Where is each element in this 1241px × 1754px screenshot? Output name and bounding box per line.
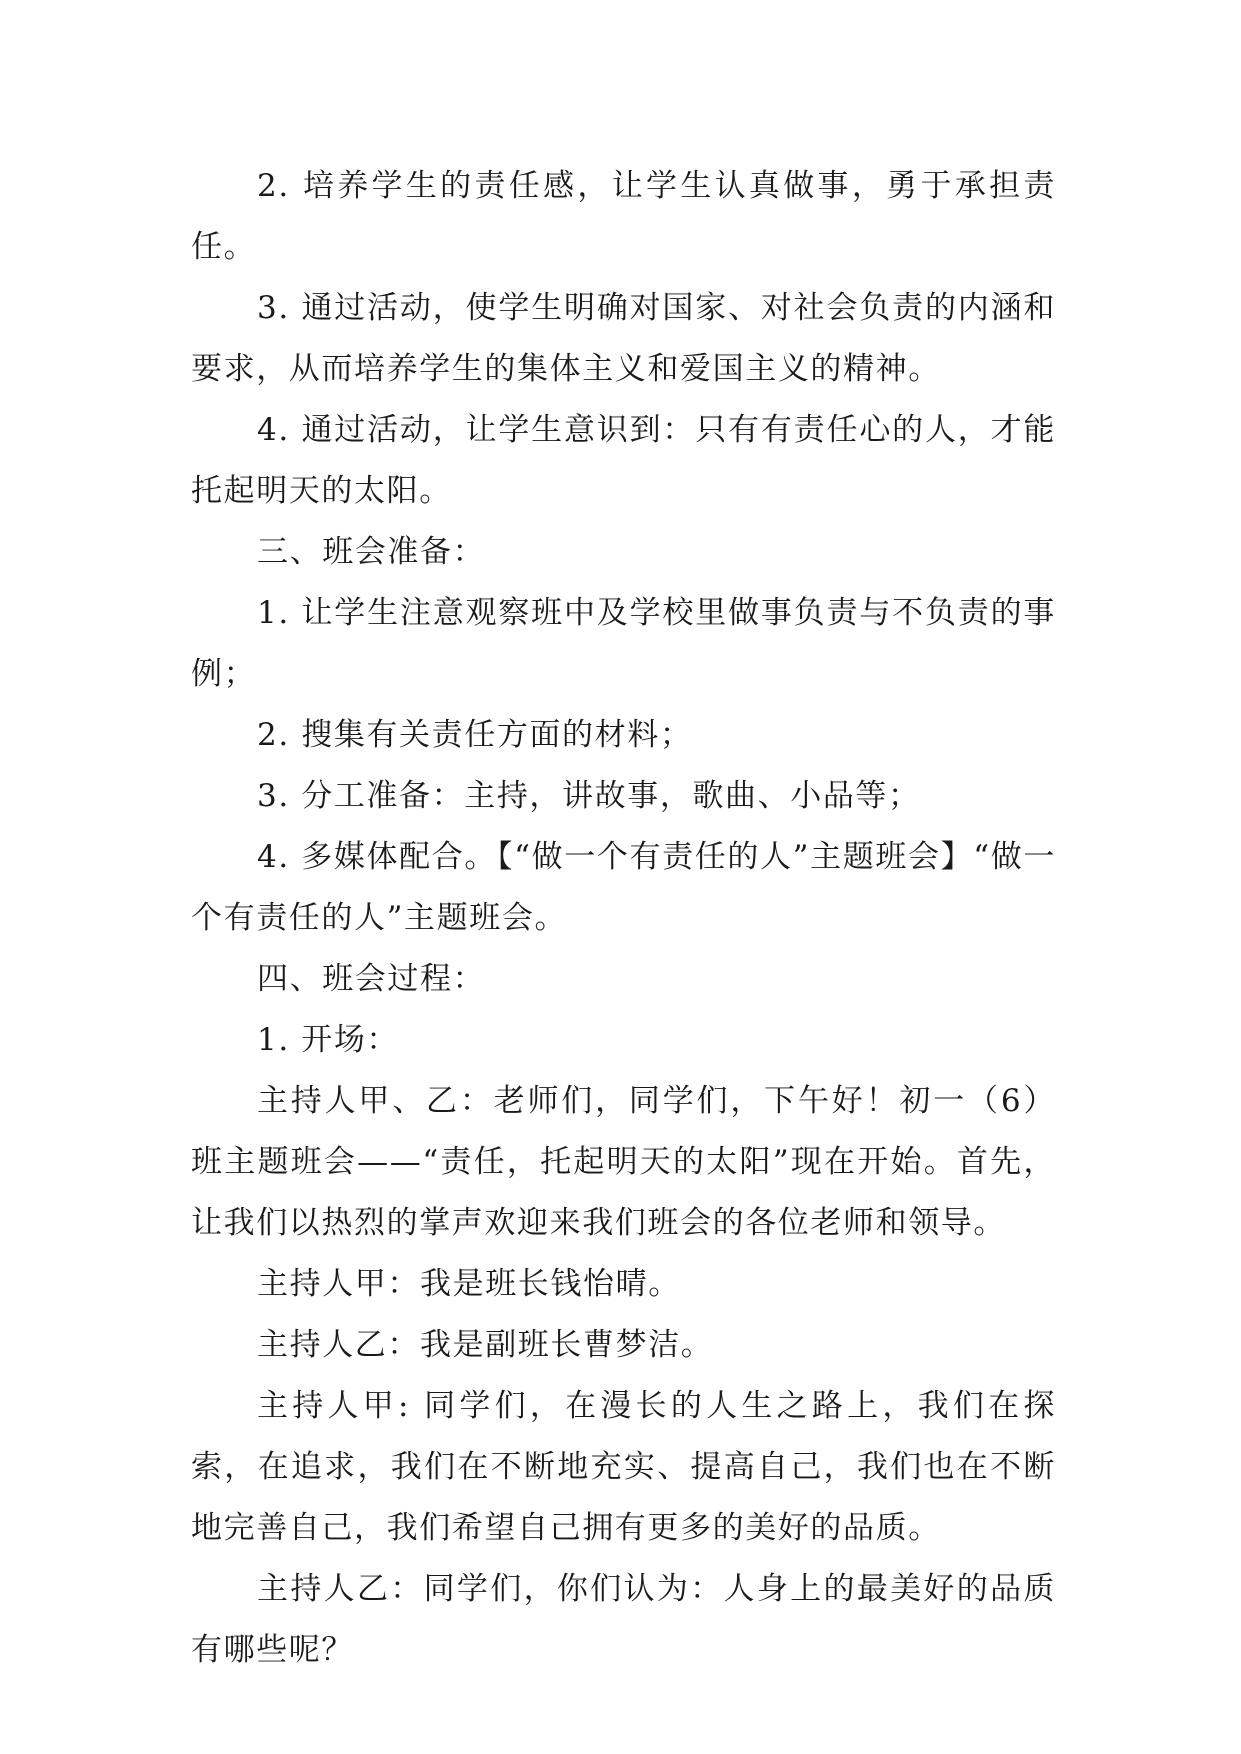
- paragraph-preparation-3: 3. 分工准备：主持，讲故事，歌曲、小品等；: [257, 778, 921, 814]
- paragraph-objective-4: 4. 通过活动，让学生意识到：只有有责任心的人，才能托起明天的太阳。: [191, 412, 1056, 509]
- paragraph-host-a-speech: 主持人甲: 同学们，在漫长的人生之路上，我们在探索，在追求，我们在不断地充实、提高自己，我们也在不断地完善自己，我们希望自己拥有更多的美好的品质。: [191, 1388, 1056, 1546]
- paragraph-preparation-4: 4. 多媒体配合。【“做一个有责任的人”主题班会】“做一个有责任的人”主题班会。: [191, 839, 1056, 936]
- document-body: [191, 156, 1056, 1681]
- section-heading-preparation: 三、班会准备：: [257, 534, 486, 570]
- paragraph-preparation-2: 2. 搜集有关责任方面的材料；: [257, 717, 693, 753]
- paragraph-host-a-intro: 主持人甲：我是班长钱怡晴。: [257, 1266, 681, 1302]
- paragraph-process-opening: 1. 开场：: [257, 1022, 400, 1058]
- paragraph-host-b-intro: 主持人乙：我是副班长曹梦洁。: [257, 1327, 714, 1363]
- paragraph-hosts-greeting: 主持人甲、乙：老师们，同学们，下午好！初一（6）班主题班会——“责任，托起明天的太阳”现在开始。首先，让我们以热烈的掌声欢迎来我们班会的各位老师和领导。: [191, 1083, 1056, 1241]
- paragraph-preparation-1: 1. 让学生注意观察班中及学校里做事负责与不负责的事例；: [191, 595, 1056, 692]
- section-heading-process: 四、班会过程：: [257, 961, 486, 997]
- paragraph-host-b-question: 主持人乙：同学们，你们认为：人身上的最美好的品质有哪些呢？: [191, 1571, 1056, 1668]
- paragraph-objective-2: 2. 培养学生的责任感，让学生认真做事，勇于承担责任。: [191, 168, 1056, 265]
- paragraph-objective-3: 3. 通过活动，使学生明确对国家、对社会负责的内涵和要求，从而培养学生的集体主义和爱国主义的精神。: [191, 290, 1056, 387]
